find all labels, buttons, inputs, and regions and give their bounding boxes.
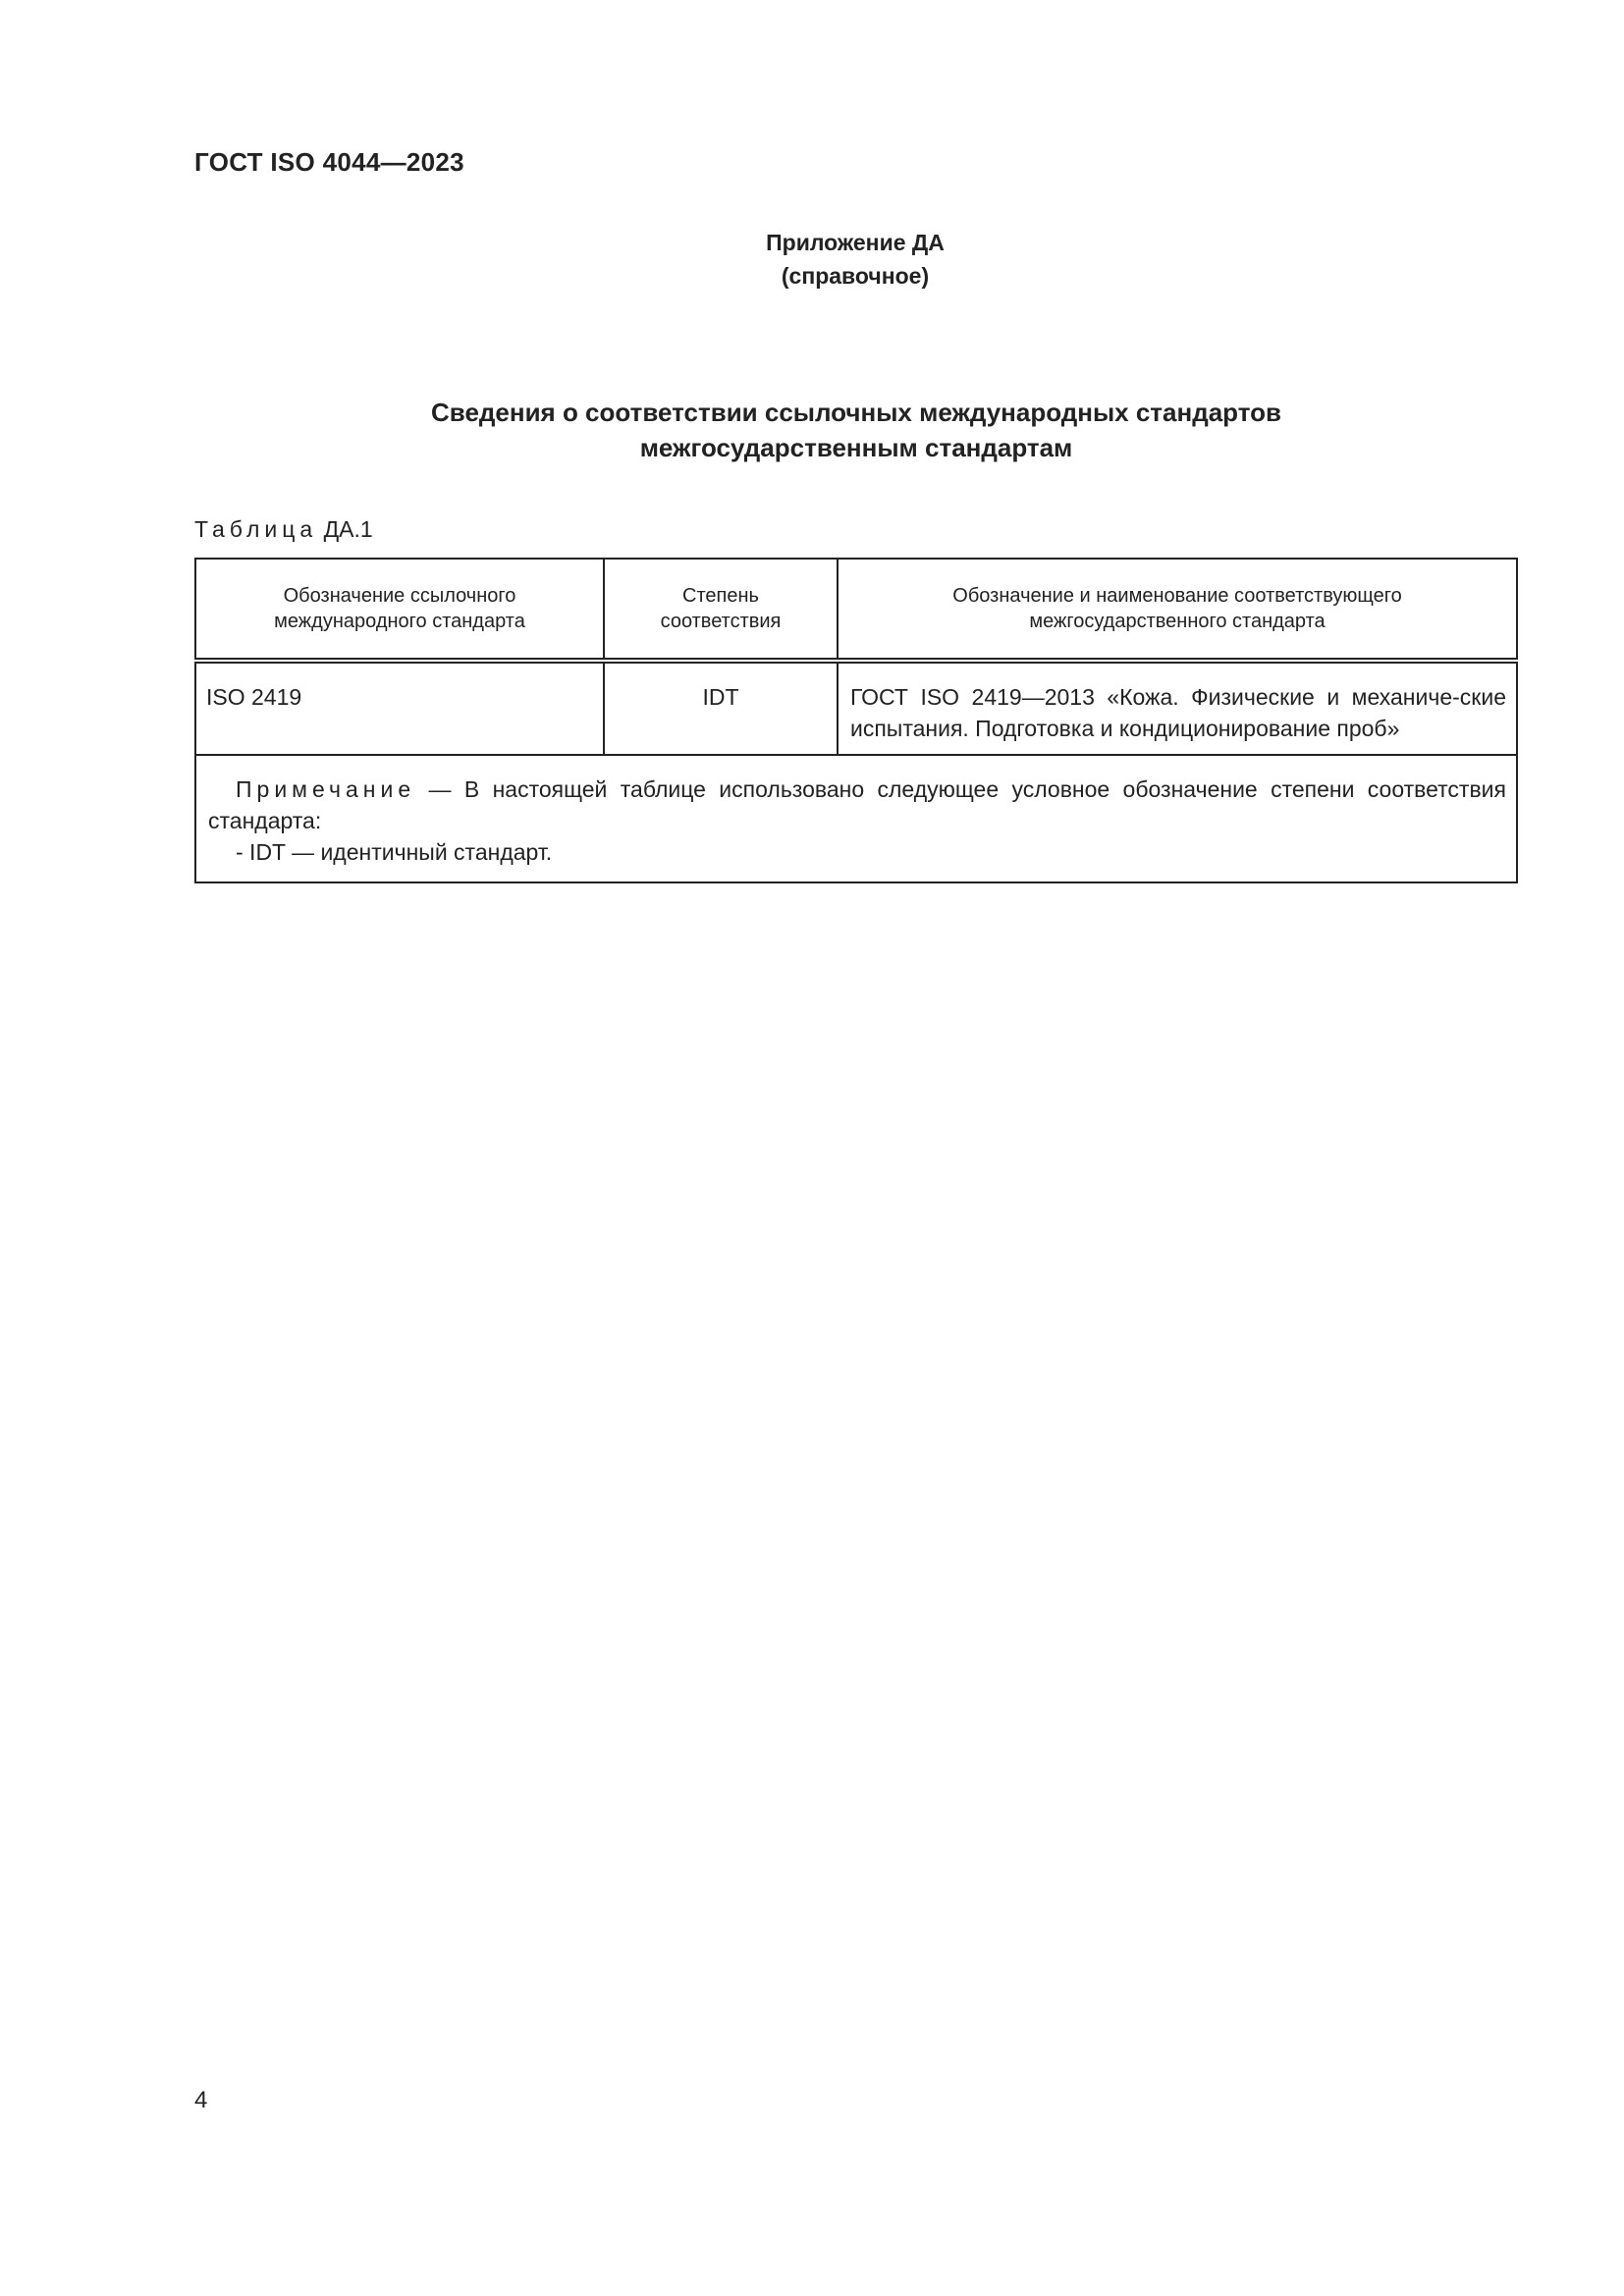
cell-degree: IDT — [604, 661, 838, 755]
page-number: 4 — [194, 2087, 208, 2113]
header-interstate-standard: Обозначение и наименование соответствующего межгосударственного стандарта — [838, 559, 1517, 661]
table-caption — [194, 516, 373, 543]
appendix-heading — [0, 226, 1624, 293]
table-caption-number: ДА.1 — [323, 516, 373, 542]
document-code: ГОСТ ISO 4044—2023 — [194, 147, 464, 177]
note-text: — В настоящей таблице использовано следующее условное обозначение степени соответствия стандарта: — [208, 776, 1506, 833]
correspondence-table — [194, 558, 1518, 883]
table-header-row — [195, 559, 1517, 661]
cell-designation: ГОСТ ISO 2419—2013 «Кожа. Физические и механиче-ские испытания. Подготовка и кондиционирование проб» — [838, 661, 1517, 755]
table-note — [195, 755, 1517, 882]
section-title — [194, 395, 1518, 465]
note-item: - IDT — идентичный стандарт. — [236, 839, 553, 865]
cell-reference: ISO 2419 — [195, 661, 604, 755]
table-caption-label: Таблица — [194, 516, 318, 542]
header-degree-of-correspondence: Степень соответствия — [604, 559, 838, 661]
header-reference-standard: Обозначение ссылочного международного стандарта — [195, 559, 604, 661]
appendix-title: Приложение ДА — [766, 230, 945, 255]
section-title-line-2: межгосударственным стандартам — [639, 433, 1073, 462]
table-row — [195, 661, 1517, 755]
section-title-line-1: Сведения о соответствии ссылочных международных стандартов — [431, 398, 1281, 427]
appendix-subtitle: (справочное) — [781, 263, 930, 289]
table-note-row — [195, 755, 1517, 882]
note-label: Примечание — [236, 776, 416, 802]
